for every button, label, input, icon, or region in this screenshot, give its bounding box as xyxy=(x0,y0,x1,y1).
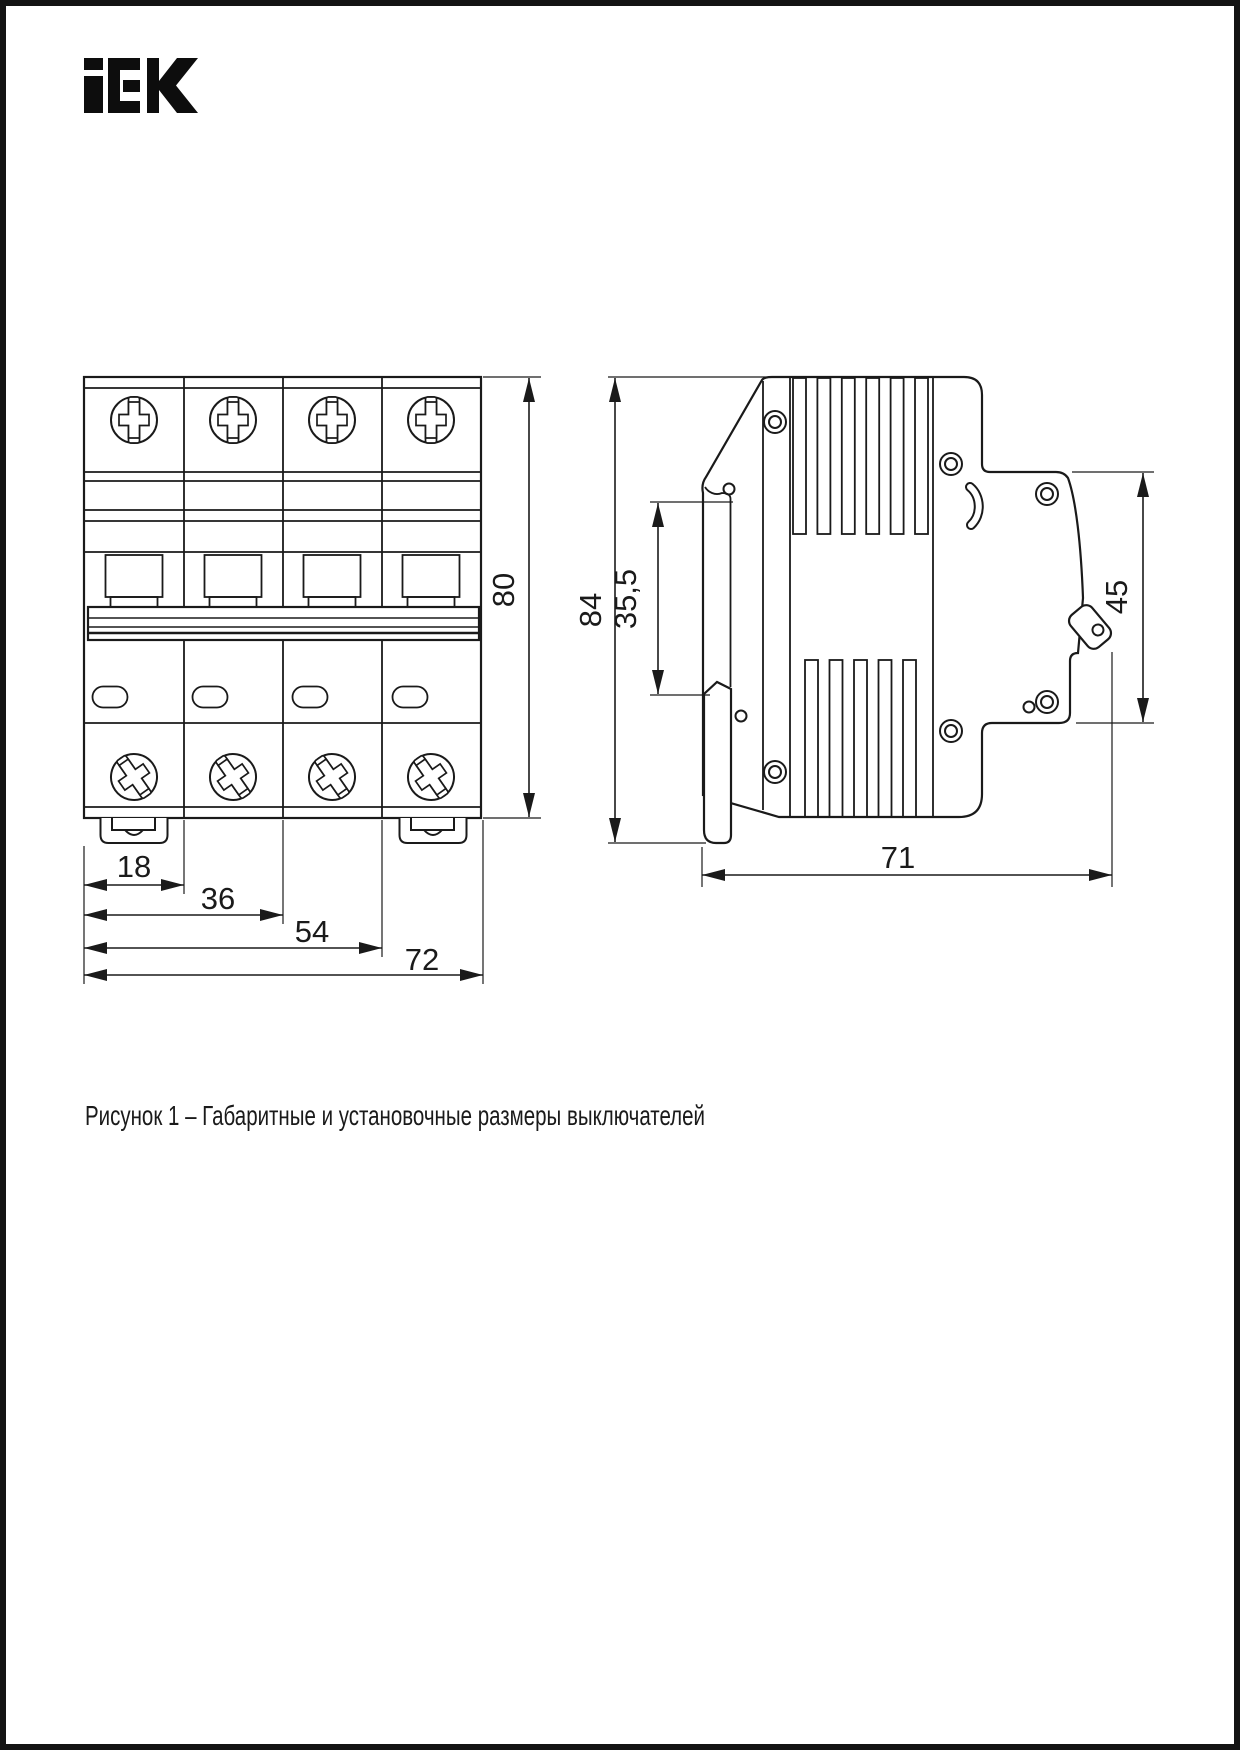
figure-caption: Рисунок 1 – Габаритные и установочные размеры выключателей xyxy=(85,1100,705,1131)
screw-icon xyxy=(210,397,256,443)
logo-e-middle xyxy=(123,80,140,92)
din-latch xyxy=(704,682,731,843)
dim-label-din-offset: 35,5 xyxy=(608,568,643,630)
logo-i-body xyxy=(84,76,103,113)
dim-label-module-width: 18 xyxy=(116,849,152,884)
dim-label-total-width: 72 xyxy=(404,942,440,977)
screw-icon xyxy=(408,397,454,443)
dimension-54 xyxy=(84,914,382,954)
logo-e-top xyxy=(108,58,140,70)
dimension-45 xyxy=(1072,472,1154,723)
dimension-80 xyxy=(483,377,541,818)
screw-icon xyxy=(111,397,157,443)
dim-label-front-height: 45 xyxy=(1099,579,1134,615)
dim-label-two-modules: 36 xyxy=(200,881,236,916)
screw-icon xyxy=(309,397,355,443)
iek-logo xyxy=(84,58,198,113)
dimension-18 xyxy=(84,849,184,891)
din-clip xyxy=(400,818,467,843)
dim-label-total-height: 84 xyxy=(573,592,608,628)
logo-e-bottom xyxy=(108,101,140,113)
front-view xyxy=(84,377,481,843)
side-view xyxy=(702,377,1114,843)
din-clip xyxy=(101,818,168,843)
dim-label-three-modules: 54 xyxy=(294,914,330,949)
breaker-side-body xyxy=(702,377,1083,817)
logo-k xyxy=(147,58,198,113)
dim-label-height: 80 xyxy=(486,572,521,608)
toggle-bar xyxy=(88,607,479,640)
logo-i-dot xyxy=(84,58,103,70)
dim-label-depth: 71 xyxy=(880,840,916,875)
